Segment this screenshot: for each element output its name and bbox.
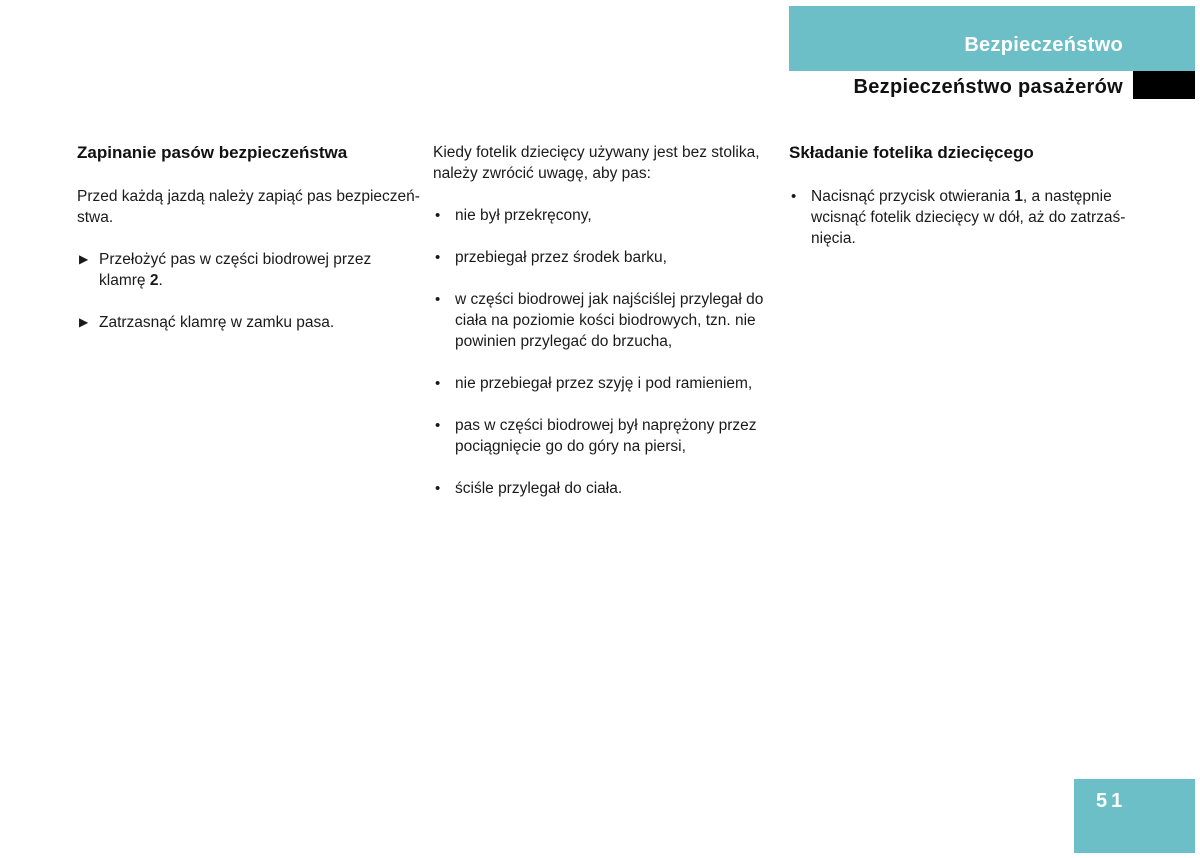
intro-paragraph bbox=[77, 186, 422, 228]
conditions-intro bbox=[433, 142, 778, 184]
column-middle bbox=[433, 142, 778, 520]
column-left bbox=[77, 142, 422, 354]
page-number-box bbox=[1074, 779, 1195, 853]
list-item bbox=[433, 478, 778, 499]
bullet-icon: • bbox=[435, 249, 441, 266]
instruction-step bbox=[77, 249, 422, 291]
conditions-intro-line-1: Kiedy fotelik dziecięcy używany jest bez stolika, bbox=[433, 144, 760, 161]
step-2-text: Zatrzasnąć klamrę w zamku pasa. bbox=[99, 314, 335, 331]
bullet-icon: • bbox=[435, 291, 441, 308]
list-item bbox=[433, 415, 778, 457]
list-item-text: przebiegał przez środek barku, bbox=[455, 249, 667, 266]
list-item-text: pociągnięcie go do góry na piersi, bbox=[455, 438, 686, 455]
bullet-icon: • bbox=[435, 375, 441, 392]
intro-line-2: stwa. bbox=[77, 209, 114, 226]
list-item-text: nie przebiegał przez szyję i pod ramieniem, bbox=[455, 375, 753, 392]
heading-buckling-belts: Zapinanie pasów bezpieczeństwa bbox=[77, 143, 348, 162]
bullet-icon: • bbox=[435, 207, 441, 224]
step-1-end: . bbox=[158, 272, 163, 289]
fold-line-2: wcisnąć fotelik dziecięcy w dół, aż do zatrzaś- bbox=[811, 209, 1126, 226]
list-item-text: ściśle przylegał do ciała. bbox=[455, 480, 623, 497]
section-tab-marker bbox=[1133, 71, 1195, 99]
list-item-text: ciała na poziomie kości biodrowych, tzn. nie bbox=[455, 312, 756, 329]
heading-folding-child-seat: Składanie fotelika dziecięcego bbox=[789, 143, 1034, 162]
list-item bbox=[789, 186, 1134, 249]
list-item-text: pas w części biodrowej był naprężony przez bbox=[455, 417, 757, 434]
list-item bbox=[433, 247, 778, 268]
fold-line-3: nięcia. bbox=[811, 230, 856, 247]
column-right bbox=[789, 142, 1134, 270]
subsection-title: Bezpieczeństwo pasażerów bbox=[853, 76, 1123, 98]
step-1-ref-number: 2 bbox=[149, 272, 159, 289]
arrow-right-icon: ▶ bbox=[79, 315, 89, 329]
fold-line-1a: Nacisnąć przycisk otwierania bbox=[811, 188, 1015, 205]
list-item-text: w części biodrowej jak najściślej przylegał do bbox=[455, 291, 764, 308]
bullet-icon: • bbox=[435, 417, 441, 434]
list-item bbox=[433, 205, 778, 226]
bullet-icon: • bbox=[791, 188, 797, 205]
step-1-line-1: Przełożyć pas w części biodrowej przez bbox=[99, 251, 372, 268]
conditions-intro-line-2: należy zwrócić uwagę, aby pas: bbox=[433, 165, 651, 182]
list-item-text: nie był przekręcony, bbox=[455, 207, 592, 224]
instruction-step bbox=[77, 312, 422, 333]
section-header-band bbox=[789, 6, 1195, 71]
list-item-text: powinien przylegać do brzucha, bbox=[455, 333, 673, 350]
bullet-icon: • bbox=[435, 480, 441, 497]
list-item bbox=[433, 289, 778, 352]
section-title: Bezpieczeństwo bbox=[964, 34, 1123, 56]
page-number: 51 bbox=[1096, 790, 1127, 812]
list-item bbox=[433, 373, 778, 394]
intro-line-1: Przed każdą jazdą należy zapiąć pas bezpieczeń- bbox=[77, 188, 420, 205]
step-1-line-2: klamrę bbox=[99, 272, 150, 289]
arrow-right-icon: ▶ bbox=[79, 252, 89, 266]
fold-ref-number: 1 bbox=[1014, 188, 1023, 205]
fold-line-1b: , a następnie bbox=[1022, 188, 1112, 205]
